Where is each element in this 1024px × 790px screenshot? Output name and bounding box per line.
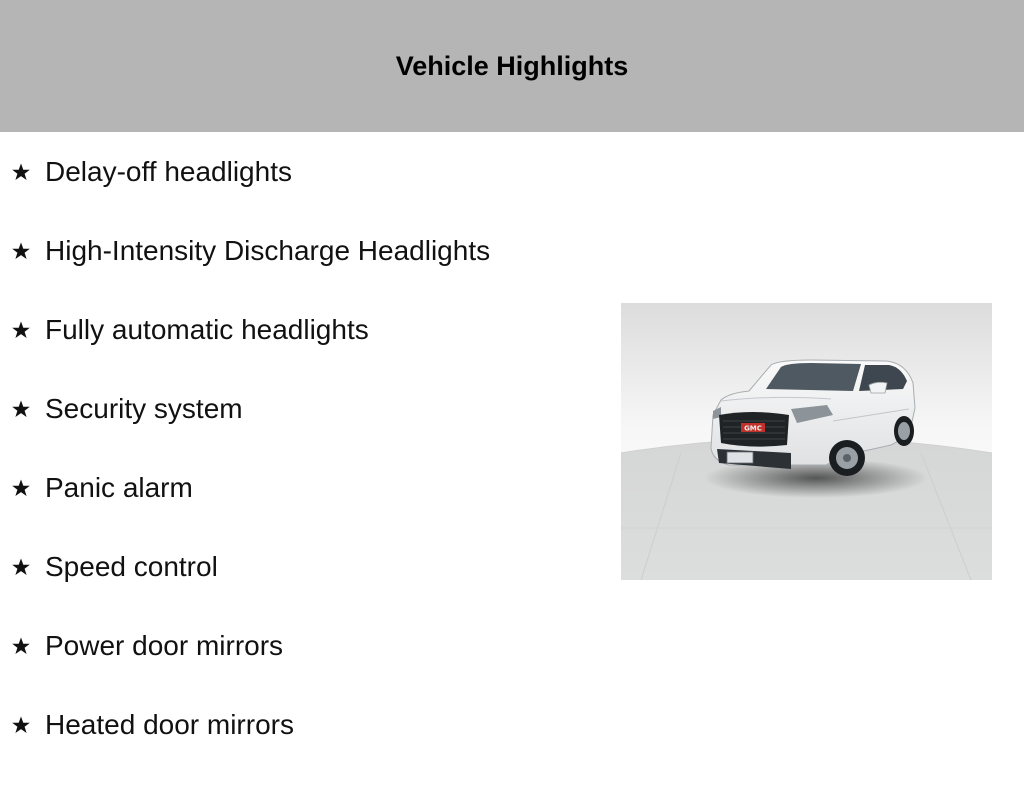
star-icon: [11, 241, 31, 261]
star-icon: [11, 557, 31, 577]
star-icon: [11, 715, 31, 735]
feature-label: Panic alarm: [45, 472, 193, 503]
feature-label: Delay-off headlights: [45, 156, 292, 187]
feature-label: High-Intensity Discharge Headlights: [45, 235, 491, 266]
feature-label: Power door mirrors: [45, 630, 284, 661]
feature-label: Speed control: [45, 551, 218, 582]
star-icon: [11, 399, 31, 419]
page-header: [0, 0, 1024, 132]
svg-text:GMC: GMC: [744, 424, 762, 433]
star-icon: [11, 162, 31, 182]
feature-label: Fully automatic headlights: [45, 314, 369, 345]
feature-label: Heated door mirrors: [45, 709, 294, 740]
star-icon: [11, 478, 31, 498]
feature-label: Security system: [45, 393, 243, 424]
star-icon: [11, 636, 31, 656]
star-icon: [11, 320, 31, 340]
vehicle-photo: [621, 303, 992, 580]
page-title: Vehicle Highlights: [395, 50, 629, 81]
